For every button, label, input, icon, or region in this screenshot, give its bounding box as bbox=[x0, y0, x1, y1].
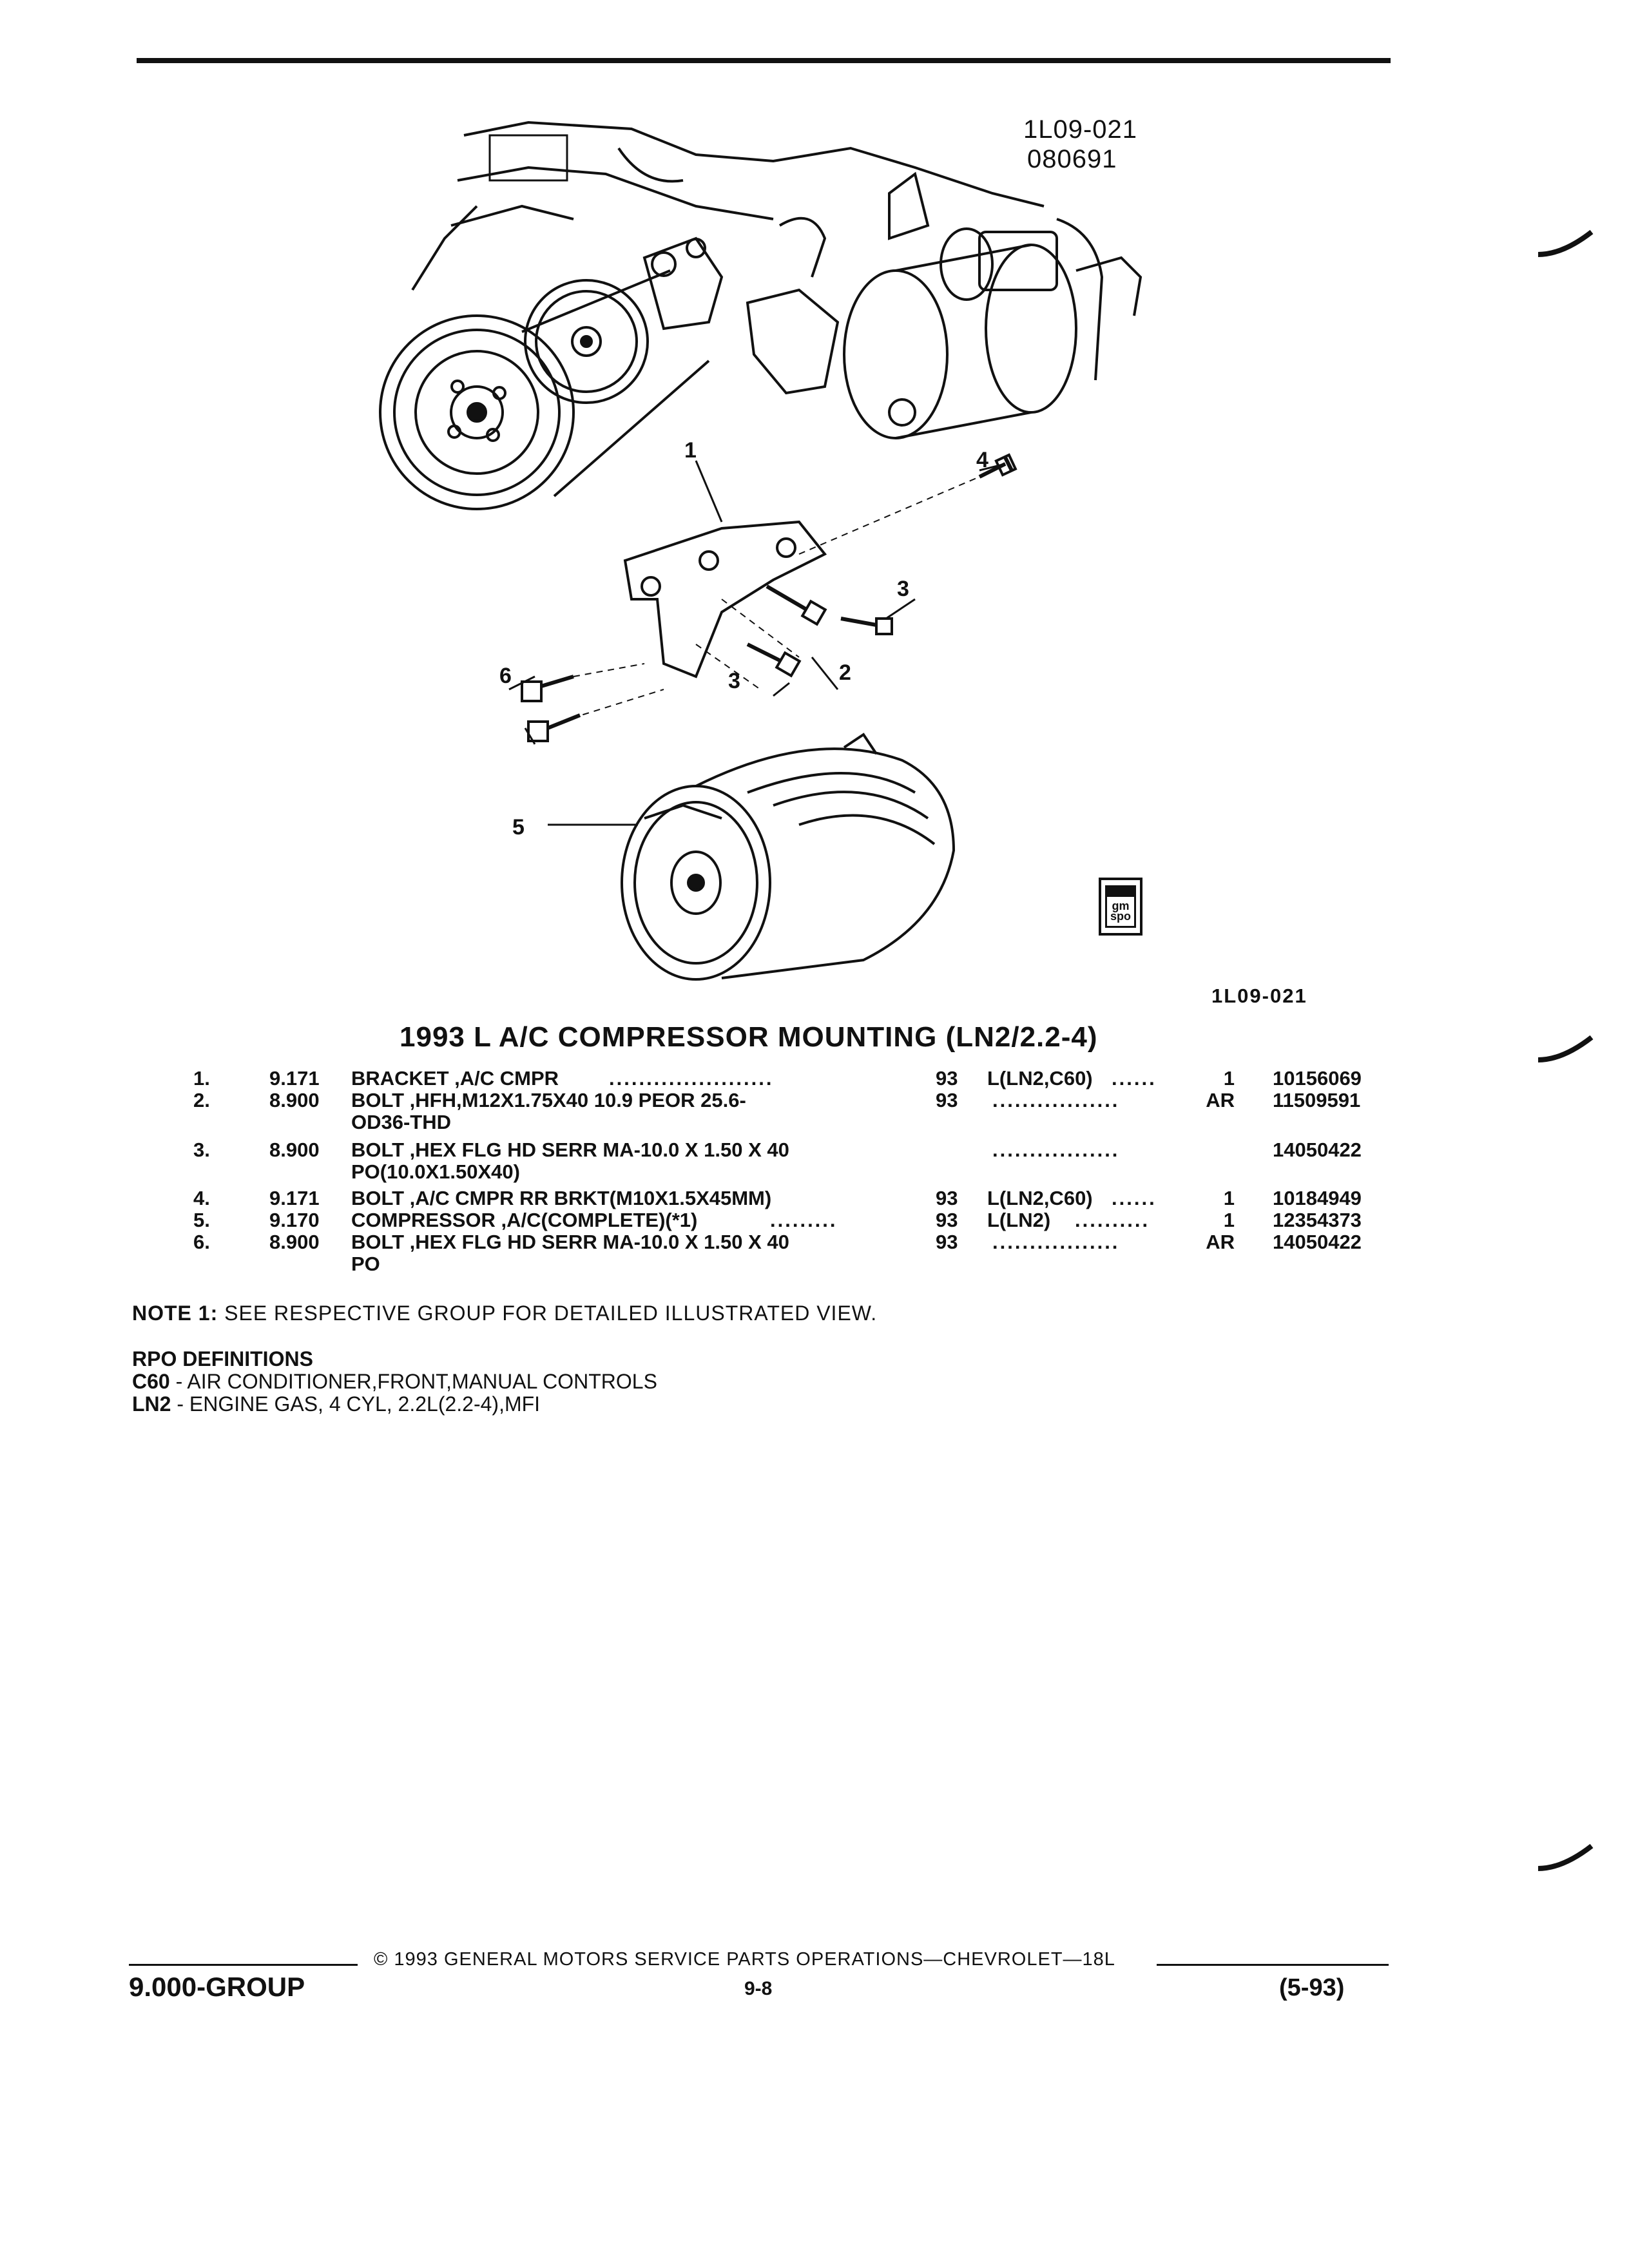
part-number: 11509591 bbox=[1273, 1089, 1361, 1111]
group-number: 8.900 bbox=[269, 1089, 320, 1111]
part-number: 14050422 bbox=[1273, 1231, 1362, 1253]
note-text: SEE RESPECTIVE GROUP FOR DETAILED ILLUSTRATED VIEW. bbox=[224, 1302, 878, 1325]
callout-3b: 3 bbox=[728, 669, 740, 693]
part-number: 10156069 bbox=[1273, 1067, 1362, 1090]
footer-rule-left bbox=[129, 1964, 358, 1966]
section-title: 1993 L A/C COMPRESSOR MOUNTING (LN2/2.2-4) bbox=[400, 1021, 1098, 1053]
callout-2: 2 bbox=[839, 660, 851, 685]
illustration-date-code: 080691 bbox=[1027, 145, 1117, 173]
part-description-continued: PO bbox=[351, 1253, 380, 1275]
binder-mark bbox=[1537, 1034, 1595, 1066]
footer-date: (5-93) bbox=[1279, 1974, 1345, 2001]
part-description: BOLT ,HEX FLG HD SERR MA-10.0 X 1.50 X 40 bbox=[351, 1139, 789, 1161]
footer-group: 9.000-GROUP bbox=[129, 1972, 305, 2002]
footer-copyright: © 1993 GENERAL MOTORS SERVICE PARTS OPERATIONS—CHEVROLET—18L bbox=[374, 1949, 1115, 1970]
part-description: BOLT ,HEX FLG HD SERR MA-10.0 X 1.50 X 40 bbox=[351, 1231, 789, 1253]
item-number: 3. bbox=[193, 1139, 210, 1161]
figure-reference: 1L09-021 bbox=[1211, 985, 1307, 1007]
top-rule bbox=[137, 58, 1391, 63]
part-description: BRACKET ,A/C CMPR bbox=[351, 1067, 559, 1090]
part-description: BOLT ,A/C CMPR RR BRKT(M10X1.5X45MM) bbox=[351, 1187, 772, 1209]
binder-mark bbox=[1537, 1843, 1595, 1875]
callout-1: 1 bbox=[684, 438, 697, 463]
callout-5: 5 bbox=[512, 815, 525, 840]
starter-motor-drawing bbox=[844, 229, 1076, 438]
binder-mark bbox=[1537, 229, 1595, 261]
rpo-code: LN2 bbox=[132, 1392, 171, 1416]
rpo-code: C60 bbox=[132, 1370, 170, 1393]
callout-6: 6 bbox=[499, 664, 512, 688]
model-year: 93 bbox=[936, 1187, 958, 1209]
pump-housing-drawing bbox=[644, 218, 838, 393]
item-number: 5. bbox=[193, 1209, 210, 1231]
model-year: 93 bbox=[936, 1089, 958, 1111]
leader-dots: ......... bbox=[770, 1209, 838, 1231]
item-number: 1. bbox=[193, 1067, 210, 1090]
page-number: 9-8 bbox=[744, 1978, 773, 1999]
model-year: 93 bbox=[936, 1209, 958, 1231]
leader-dots: .......... bbox=[1075, 1209, 1150, 1231]
part-description-continued: PO(10.0X1.50X40) bbox=[351, 1160, 520, 1183]
callout-4: 4 bbox=[976, 448, 988, 472]
note-label: NOTE 1: bbox=[132, 1302, 218, 1325]
model-year: 93 bbox=[936, 1067, 958, 1090]
bolts-drawing bbox=[522, 455, 1016, 741]
gm-spo-logo bbox=[1099, 878, 1142, 936]
alignment-lines bbox=[561, 477, 979, 722]
group-number: 9.170 bbox=[269, 1209, 320, 1231]
group-number: 8.900 bbox=[269, 1139, 320, 1161]
quantity: 1 bbox=[1223, 1209, 1235, 1231]
usage-code: L(LN2) bbox=[987, 1209, 1051, 1231]
group-number: 9.171 bbox=[269, 1067, 320, 1090]
footer-rule-right bbox=[1157, 1964, 1389, 1966]
part-number: 12354373 bbox=[1273, 1209, 1362, 1231]
usage-code: L(LN2,C60) bbox=[987, 1187, 1093, 1209]
callout-leaders bbox=[509, 461, 1005, 825]
exploded-view-illustration bbox=[361, 110, 1199, 986]
note bbox=[132, 1302, 877, 1325]
model-year: 93 bbox=[936, 1231, 958, 1253]
rpo-heading: RPO DEFINITIONS bbox=[132, 1347, 313, 1370]
leader-dots: ...... bbox=[1112, 1187, 1157, 1209]
illustration-id: 1L09-021 bbox=[1023, 115, 1138, 144]
quantity: AR bbox=[1206, 1089, 1235, 1111]
part-description-continued: OD36-THD bbox=[351, 1111, 452, 1133]
callout-3a: 3 bbox=[897, 577, 909, 601]
gm-spo-logo-text: gm spo bbox=[1110, 899, 1131, 923]
quantity: 1 bbox=[1223, 1187, 1235, 1209]
usage-code: L(LN2,C60) bbox=[987, 1067, 1093, 1090]
item-number: 6. bbox=[193, 1231, 210, 1253]
part-number: 14050422 bbox=[1273, 1139, 1362, 1161]
leader-dots: ................. bbox=[992, 1231, 1120, 1253]
rpo-def: - AIR CONDITIONER,FRONT,MANUAL CONTROLS bbox=[169, 1370, 657, 1393]
compressor-drawing bbox=[622, 735, 954, 979]
rpo-def: - ENGINE GAS, 4 CYL, 2.2L(2.2-4),MFI bbox=[171, 1392, 541, 1416]
part-number: 10184949 bbox=[1273, 1187, 1362, 1209]
rpo-item bbox=[132, 1393, 657, 1416]
item-number: 4. bbox=[193, 1187, 210, 1209]
bracket-drawing bbox=[625, 522, 825, 677]
item-number: 2. bbox=[193, 1089, 210, 1111]
part-description: COMPRESSOR ,A/C(COMPLETE)(*1) bbox=[351, 1209, 698, 1231]
crank-pulley-drawing bbox=[380, 316, 574, 509]
leader-dots: ................. bbox=[992, 1139, 1120, 1161]
quantity: 1 bbox=[1223, 1067, 1235, 1090]
part-description: BOLT ,HFH,M12X1.75X40 10.9 PEOR 25.6- bbox=[351, 1089, 746, 1111]
group-number: 8.900 bbox=[269, 1231, 320, 1253]
group-number: 9.171 bbox=[269, 1187, 320, 1209]
leader-dots: ...................... bbox=[609, 1067, 774, 1090]
quantity: AR bbox=[1206, 1231, 1235, 1253]
leader-dots: ................. bbox=[992, 1089, 1120, 1111]
rpo-item bbox=[132, 1370, 657, 1393]
rpo-definitions bbox=[132, 1348, 657, 1416]
leader-dots: ...... bbox=[1112, 1067, 1157, 1090]
